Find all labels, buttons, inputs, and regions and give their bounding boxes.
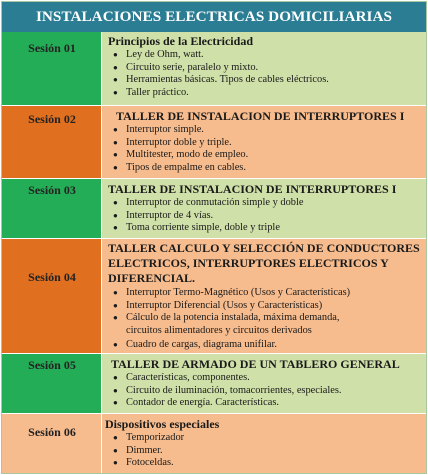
session-topic-list [106,197,303,235]
session-content-cell [102,32,426,105]
topic-item: ● Multitester, modo de empleo. [113,149,249,161]
topic-item: ● Interruptor de 4 vías. [113,209,214,221]
session-heading: TALLER DE ARMADO DE UN TABLERO GENERAL [111,357,400,371]
bullet-icon: ● [113,445,118,455]
topic-item: ● Cuadro de cargas, diagrama unifilar. [113,339,277,351]
session-heading: TALLER DE INSTALACION DE INTERRUPTORES I [108,182,397,196]
topic-item: ● Dimmer. [113,444,163,456]
session-content-cell [102,106,426,178]
session-label-cell [2,106,102,178]
bullet-icon: ● [113,398,118,408]
session-label: Sesión 03 [28,183,76,197]
session-label-cell [2,239,102,353]
topic-item: ● Circuito serie, paralelo y mixto. [113,61,259,73]
topic-item: ● Cálculo de la potencia instalada, máxima demanda, [113,312,340,324]
session-label-cell [2,179,102,238]
session-label-cell [2,414,102,473]
session-row-05 [2,354,426,413]
topic-item: ● Temporizador [113,432,185,443]
bullet-icon: ● [113,125,118,134]
bullet-icon: ● [113,433,118,442]
bullet-icon: ● [113,50,118,59]
bullet-icon: ● [113,162,118,172]
bullet-icon: ● [113,210,118,220]
session-content-cell [102,239,426,353]
bullet-icon: ● [113,340,118,350]
topic-item-continuation: circuitos alimentadores y circuitos derivados [126,324,312,336]
bullet-icon: ● [113,198,118,207]
topic-item: ● Toma corriente simple, doble y triple [113,222,280,234]
table-title: INSTALACIONES ELECTRICAS DOMICILIARIAS [2,2,426,32]
bullet-icon: ● [113,458,118,468]
session-heading: Principios de la Electricidad [108,34,253,48]
session-topic-list [106,287,350,352]
session-heading: TALLER DE INSTALACION DE INTERRUPTORES I [116,109,405,123]
session-heading: Dispositivos especiales [105,417,220,431]
topic-item: ● Ley de Ohm, watt. [113,49,204,60]
topic-item: ● Fotoceldas. [113,457,174,469]
session-label-cell [2,32,102,105]
session-content-cell [102,414,426,473]
topic-item: ● Interruptor Diferencial (Usos y Características) [113,299,323,311]
topic-item: ● Interruptor de conmutación simple y doble [113,197,304,208]
session-row-06 [2,414,426,473]
session-topic-list [106,49,329,99]
session-topic-list [106,124,248,174]
topic-item: ● Tipos de empalme en cables. [113,161,246,173]
session-content-cell [102,179,426,238]
topic-item: ● Taller práctico. [113,86,189,98]
session-label: Sesión 06 [28,425,76,439]
topic-item: ● Interruptor simple. [113,124,204,135]
bullet-icon: ● [113,87,118,97]
session-heading-line: TALLER CALCULO Y SELECCIÓN DE CONDUCTORES [108,241,420,255]
bullet-icon: ● [113,150,118,160]
session-heading-line: DIFERENCIAL. [108,271,196,285]
bullet-icon: ● [113,223,118,233]
topic-item: ● Características, componentes. [113,372,250,383]
bullet-icon: ● [113,300,118,310]
bullet-icon: ● [113,313,118,323]
session-content-cell [102,354,426,413]
bullet-icon: ● [113,373,118,382]
bullet-icon: ● [113,288,118,297]
session-label: Sesión 02 [28,112,76,126]
topic-item: ● Herramientas básicas. Tipos de cables eléctricos. [113,74,329,86]
bullet-icon: ● [113,75,118,85]
curriculum-table [1,1,427,474]
bullet-icon: ● [113,385,118,395]
session-row-02 [2,106,426,178]
topic-item: ● Interruptor Termo-Magnético (Usos y Características) [113,287,351,298]
topic-item: ● Circuito de iluminación, tomacorrientes, especiales. [113,384,342,396]
session-label: Sesión 01 [28,41,76,55]
session-label-cell [2,354,102,413]
topic-item: ● Interruptor doble y triple. [113,136,232,148]
session-topic-list [106,372,342,410]
session-heading-line: ELECTRICOS, INTERRUPTORES ELECTRICOS Y [108,256,389,270]
topic-item: ● Contador de energía. Características. [113,397,280,409]
session-row-04 [2,239,426,353]
session-row-01 [2,32,426,105]
session-label: Sesión 04 [28,270,76,284]
session-label: Sesión 05 [28,358,76,372]
bullet-icon: ● [113,137,118,147]
session-row-03 [2,179,426,238]
session-topic-list [106,432,184,470]
bullet-icon: ● [113,62,118,72]
